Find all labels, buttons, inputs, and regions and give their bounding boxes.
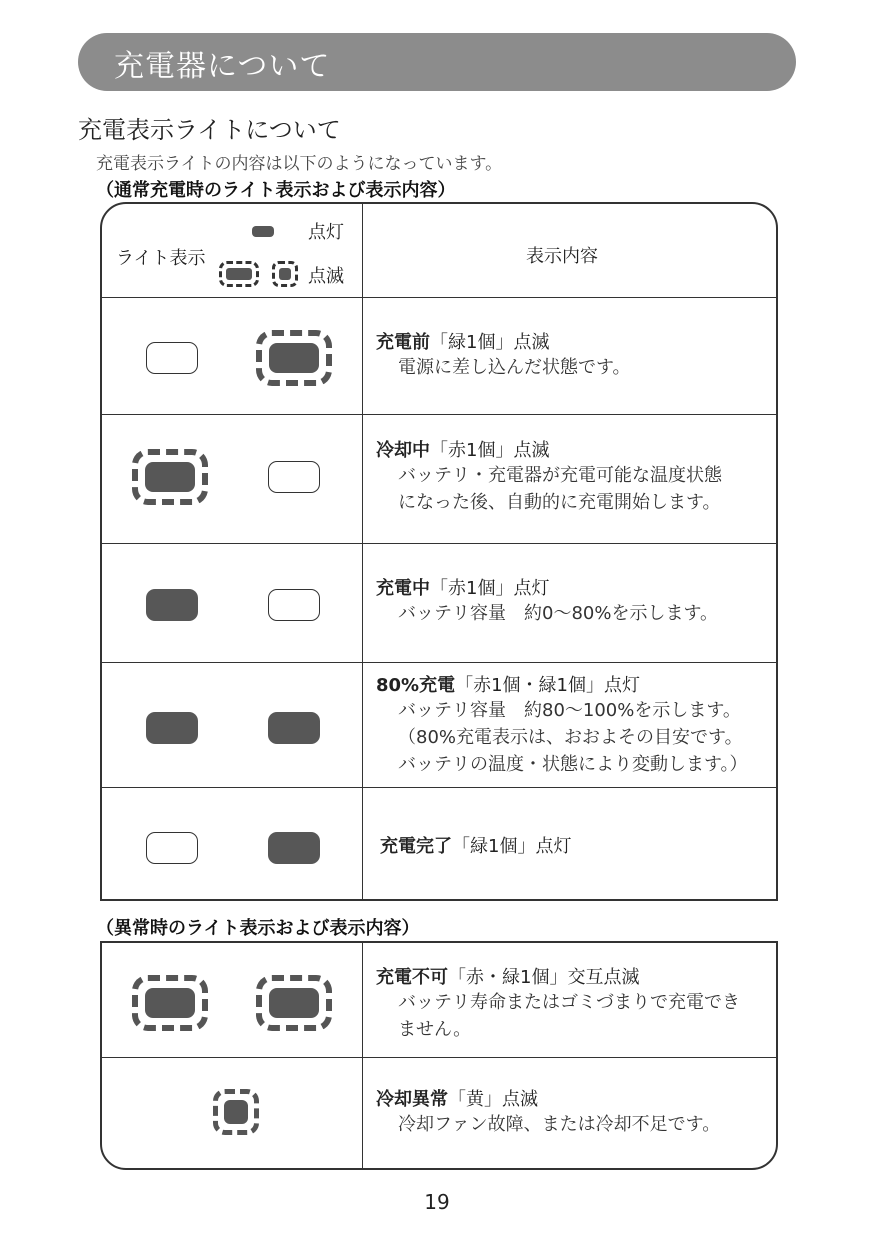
lamp-on-icon — [146, 589, 198, 621]
status-name: 充電不可 — [376, 967, 448, 988]
status-detail: 「黄」点滅 — [448, 1089, 538, 1110]
row-content — [376, 1085, 768, 1138]
row-divider — [102, 787, 776, 788]
status-name: 充電完了 — [380, 836, 452, 857]
legend-on-icon — [252, 226, 274, 237]
status-line: になった後、自動的に充電開始します。 — [398, 492, 721, 513]
section-title: 充電表示ライトについて — [78, 116, 341, 144]
normal-light-table — [100, 202, 778, 901]
lamp-on-icon — [146, 712, 198, 744]
abnormal-light-table — [100, 941, 778, 1170]
row-divider — [102, 543, 776, 544]
lamp-blink-icon — [256, 330, 332, 386]
status-line: （80%充電表示は、おおよその目安です。 — [398, 727, 743, 748]
content-label: 表示内容 — [526, 246, 598, 267]
lamp-blink-icon — [132, 975, 208, 1031]
row-content — [376, 963, 768, 1043]
row-content — [376, 328, 768, 381]
row-content — [376, 436, 768, 516]
status-line: バッテリ容量 約80～100%を示します。 — [398, 700, 741, 721]
status-name: 冷却中 — [376, 440, 430, 461]
row-content — [376, 671, 768, 778]
status-name: 充電中 — [376, 578, 430, 599]
row-divider — [102, 297, 776, 298]
row-content — [380, 832, 768, 858]
lamp-blink-small-icon — [213, 1089, 259, 1135]
intro-text: 充電表示ライトの内容は以下のようになっています。 — [96, 154, 503, 174]
status-line: バッテリ容量 約0～80%を示します。 — [398, 603, 719, 624]
row-divider — [102, 662, 776, 663]
status-detail: 「緑1個」点灯 — [452, 836, 572, 857]
lamp-blink-icon — [132, 449, 208, 505]
status-line: バッテリ・充電器が充電可能な温度状態 — [398, 465, 722, 486]
status-line: バッテリ寿命またはゴミづまりで充電でき — [398, 992, 740, 1013]
lamp-on-icon — [268, 712, 320, 744]
normal-caption: （通常充電時のライト表示および表示内容） — [96, 180, 456, 201]
page-number: 19 — [424, 1190, 450, 1214]
row-divider — [102, 414, 776, 415]
lamp-on-icon — [268, 832, 320, 864]
status-line: 冷却ファン故障、または冷却不足です。 — [398, 1114, 721, 1135]
lamp-off-icon — [268, 461, 320, 493]
legend-on-label: 点灯 — [308, 222, 344, 243]
status-name: 充電前 — [376, 332, 430, 353]
status-detail: 「緑1個」点滅 — [430, 332, 550, 353]
lamp-blink-icon — [256, 975, 332, 1031]
status-detail: 「赤・緑1個」交互点滅 — [448, 967, 640, 988]
status-detail: 「赤1個・緑1個」点灯 — [455, 675, 640, 696]
row-divider — [102, 1057, 776, 1058]
lamp-off-icon — [146, 342, 198, 374]
column-divider — [362, 204, 363, 899]
status-line: ません。 — [398, 1019, 472, 1040]
lamp-off-icon — [146, 832, 198, 864]
chapter-banner — [78, 33, 796, 91]
light-label: ライト表示 — [116, 248, 206, 269]
status-name: 80%充電 — [376, 675, 456, 696]
status-detail: 「赤1個」点滅 — [430, 440, 550, 461]
status-name: 冷却異常 — [376, 1089, 448, 1110]
status-line: バッテリの温度・状態により変動します。） — [398, 754, 748, 775]
lamp-off-icon — [268, 589, 320, 621]
row-content — [376, 574, 768, 627]
legend-blink-label: 点滅 — [308, 266, 344, 287]
abnormal-caption: （異常時のライト表示および表示内容） — [96, 918, 420, 939]
legend-blink-small-icon — [272, 261, 298, 287]
status-line: 電源に差し込んだ状態です。 — [398, 357, 631, 378]
legend-blink-icon — [219, 261, 259, 287]
column-divider — [362, 943, 363, 1168]
status-detail: 「赤1個」点灯 — [430, 578, 550, 599]
chapter-title: 充電器について — [114, 49, 331, 84]
